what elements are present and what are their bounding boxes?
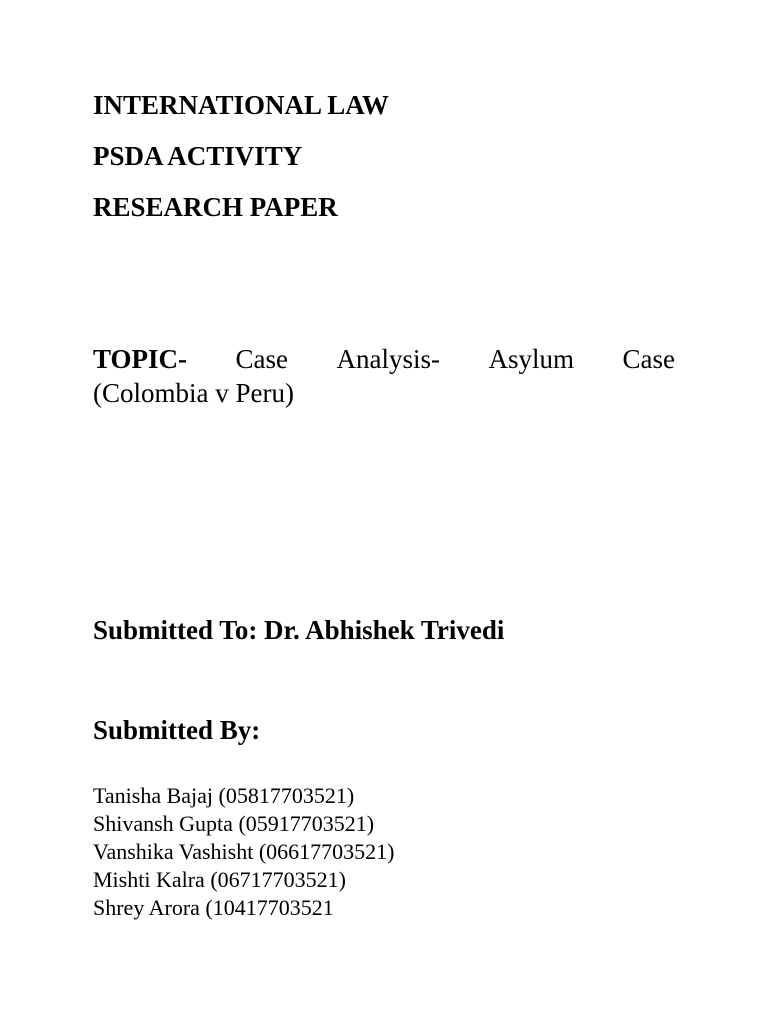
subject-heading: INTERNATIONAL LAW (93, 90, 389, 120)
submitted-to: Submitted To: Dr. Abhishek Trivedi (93, 615, 505, 645)
topic-line-2: (Colombia v Peru) (93, 378, 294, 408)
topic-word: Case (235, 344, 288, 374)
topic-label: TOPIC- (93, 344, 188, 374)
topic-word: Analysis- (336, 344, 440, 374)
topic-word: Case (622, 344, 675, 374)
list-item: Shrey Arora (10417703521 (93, 895, 334, 920)
list-item: Tanisha Bajaj (05817703521) (93, 783, 355, 808)
submitted-by-label: Submitted By: (93, 715, 261, 745)
topic-line-1 (93, 342, 675, 376)
list-item: Mishti Kalra (06717703521) (93, 867, 346, 892)
list-item: Shivansh Gupta (05917703521) (93, 811, 375, 836)
list-item: Vanshika Vashisht (06617703521) (93, 839, 395, 864)
topic-block (93, 342, 675, 410)
paper-type-heading: RESEARCH PAPER (93, 192, 338, 222)
topic-word: Asylum (488, 344, 575, 374)
activity-heading: PSDA ACTIVITY (93, 141, 303, 171)
member-list (93, 782, 394, 922)
